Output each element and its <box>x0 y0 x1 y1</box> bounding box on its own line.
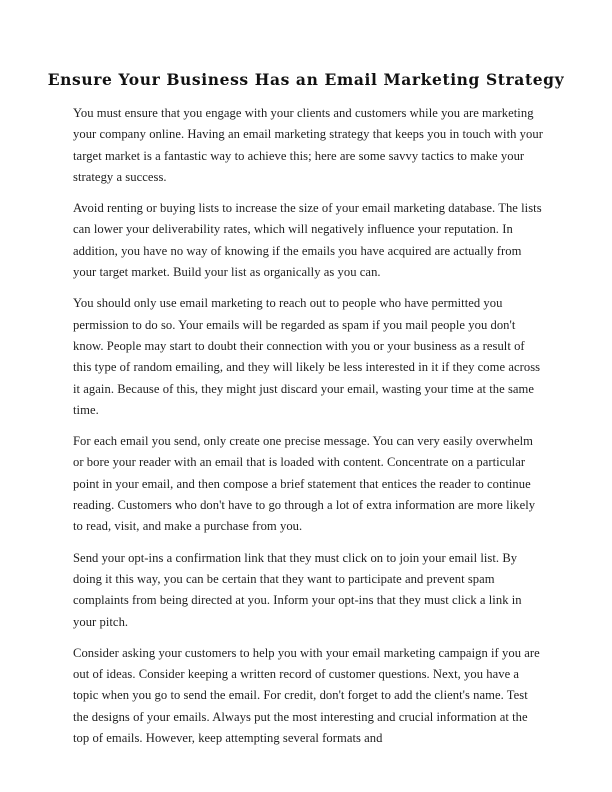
paragraph-confirmation-link: Send your opt-ins a confirmation link that they must click on to join your email list. By doing it this way, you can be certain that they want to participate and prevent spam complaints from being directed at you. Inform your opt-ins that they must click a link in your pitch. <box>73 550 522 629</box>
paragraph-avoid-lists: Avoid renting or buying lists to increase the size of your email marketing database. The lists can lower your deliverability rates, which will negatively influence your reputation. In addition, you have no way of knowing if the emails you have acquired are actually from your target market. Build your list as organically as you can. <box>73 201 542 280</box>
paragraph-intro: You must ensure that you engage with your clients and customers while you are marketing your company online. Having an email marketing strategy that keeps you in touch with your target market is a fantastic way to achieve this; here are some savvy tactics to make your strategy a success. <box>73 106 543 184</box>
paragraph-permission: You should only use email marketing to reach out to people who have permitted you permission to do so. Your emails will be regarded as spam if you mail people you don't know. People may start to doubt their connection with you or your business as a result of this type of random emailing, and they will likely be less interested in it if they come across it again. Because of this, they might just discard your email, wasting your time at the same time. <box>73 296 541 417</box>
paragraph-one-message: For each email you send, only create one precise message. You can very easily overwhelm or bore your reader with an email that is loaded with content. Concentrate on a particular point in your email, and then compose a brief statement that entices the reader to continue reading. Customers who don't have to go through a lot of extra information are more likely to read, visit, and make a purchase from you. <box>73 434 536 534</box>
document-body <box>73 103 545 759</box>
paragraph-customer-ideas: Consider asking your customers to help you with your email marketing campaign if you are out of ideas. Consider keeping a written record of customer questions. Next, you have a topic when you go to send the email. For credit, don't forget to add the client's name. Test the designs of your emails. Always put the most interesting and crucial information at the top of emails. However, keep attempting several formats and <box>73 645 540 746</box>
document-title: Ensure Your Business Has an Email Marketing Strategy <box>47 70 565 89</box>
